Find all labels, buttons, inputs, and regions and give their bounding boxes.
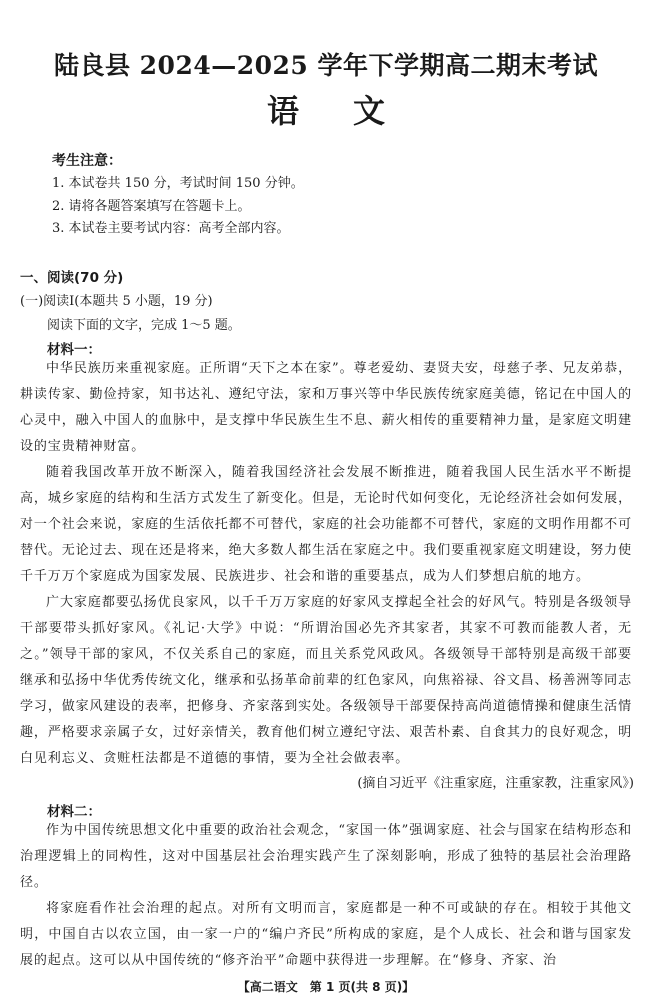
notice-item: 3. 本试卷主要考试内容：高考全部内容。 xyxy=(52,221,290,236)
material-one-label: 材料一： xyxy=(47,342,101,358)
material-one-source: (摘自习近平《注重家庭，注重家教，注重家风》) xyxy=(357,776,634,791)
material-two-label: 材料二： xyxy=(47,804,101,820)
exam-title: 陆良县 2024—2025 学年下学期高二期末考试 xyxy=(53,51,599,80)
material-one-paragraph: 中华民族历来重视家庭。正所谓“天下之本在家”。尊老爱幼、妻贤夫安，母慈子孝、兄友弟恭，耕读传家、勤俭持家，知书达礼、遵纪守法，家和万事兴等中华民族传统家庭美德，铭记在中国人的心灵中，融入中国人的血脉中，是支撑中华民族生生不息、薪火相传的重要精神力量，是家庭文明建设的宝贵精神财富。 xyxy=(20,361,632,454)
notice-list xyxy=(52,173,304,241)
notice-item: 1. 本试卷共 150 分，考试时间 150 分钟。 xyxy=(52,176,304,191)
material-one-paragraph: 广大家庭都要弘扬优良家风，以千千万万家庭的好家风支撑起全社会的好风气。特别是各级领导干部要带头抓好家风。《礼记·大学》中说：“所谓治国必先齐其家者，其家不可教而能教人者，无之。”领导干部的家风，不仅关系自己的家庭，而且关系党风政风。各级领导干部特别是高级干部要继承和弘扬中华优秀传统文化，继承和弘扬革命前辈的红色家风，向焦裕禄、谷文昌、杨善洲等同志学习，做家风建设的表率，把修身、齐家落到实处。各级领导干部要保持高尚道德情操和健康生活情趣，严格要求亲属子女，过好亲情关，教育他们树立遵纪守法、艰苦朴素、自食其力的良好观念，明白见利忘义、贪赃枉法都是不道德的事情，要为全社会做表率。 xyxy=(20,595,632,766)
instruction-text: 阅读下面的文字，完成 1～5 题。 xyxy=(47,318,241,333)
material-two-paragraph: 作为中国传统思想文化中重要的政治社会观念，“家国一体”强调家庭、社会与国家在结构形态和治理逻辑上的同构性，这对中国基层社会治理实践产生了深刻影响，形成了独特的基层社会治理路径。 xyxy=(20,823,632,890)
material-two-paragraph: 将家庭看作社会治理的起点。对所有文明而言，家庭都是一种不可或缺的存在。相较于其他文明，中国自古以农立国，由一家一户的“编户齐民”所构成的家庭，是个人成长、社会和谐与国家发展的起点。这可以从中国传统的“修齐治平”命题中获得进一步理解。在“修身、齐家、治 xyxy=(20,901,632,968)
subject-title: 语文 xyxy=(266,92,439,130)
section-heading: 一、阅读(70 分) xyxy=(20,270,124,286)
sub-section-heading: (一)阅读Ⅰ(本题共 5 小题，19 分) xyxy=(20,294,213,309)
page-footer: 【高二语文 第 1 页(共 8 页)】 xyxy=(237,980,415,994)
notice-item: 2. 请将各题答案填写在答题卡上。 xyxy=(52,198,251,214)
notice-heading: 考生注意： xyxy=(52,153,122,169)
material-one-paragraph: 随着我国改革开放不断深入，随着我国经济社会发展不断推进，随着我国人民生活水平不断提高，城乡家庭的结构和生活方式发生了新变化。但是，无论时代如何变化，无论经济社会如何发展，对一个社会来说，家庭的生活依托都不可替代，家庭的社会功能都不可替代，家庭的文明作用都不可替代。无论过去、现在还是将来，绝大多数人都生活在家庭之中。我们要重视家庭文明建设，努力使千千万万个家庭成为国家发展、民族进步、社会和谐的重要基点，成为人们梦想启航的地方。 xyxy=(20,465,632,584)
